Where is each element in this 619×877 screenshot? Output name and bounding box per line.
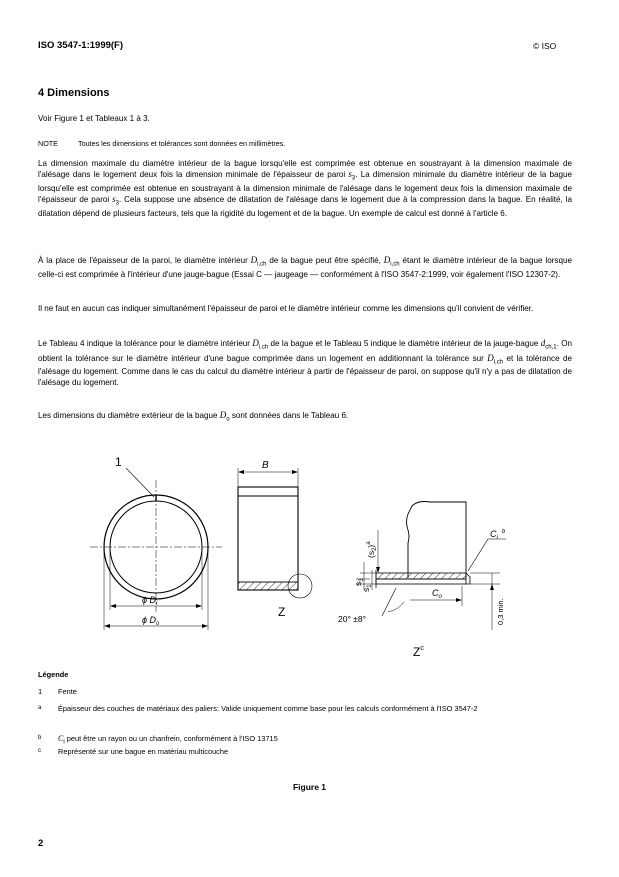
paragraph-4: Le Tableau 4 indique la tolérance pour le diamètre intérieur $D_{i,ch}$ de la bague et le Tableau 5 indique le diamètre intérieur de la jauge-bague $d_{ch,1}$. On obtient la tolérance sur le diamètre intérieur d'une bague comprimée dans un logement en additionnant la tolérance sur $D_{i,ch}$ et la tolérance de l'alésage du logement. Comme dans le cas du calcul du diamètre intérieur à partir de l'épaisseur de paroi, on suppose qu'il n'y a pas de dilatation de l'alésage du logement. — [38, 338, 573, 387]
legend-item: 1 Fente — [38, 687, 77, 696]
label-angle: 20° ±8° — [338, 614, 367, 624]
paragraph-1: La dimension maximale du diamètre intérieur de la bague lorsqu'elle est comprimée est obtenue en soustrayant à la dimension maximale de l'alésage dans le logement deux fois la dimension minimale de l'épaisseur de paroi $s_3$. La dimension minimale du diamètre intérieur de la bague lorsqu'elle est comprimée est obtenue en soustrayant à la dimension minimale de l'alésage dans le logement deux fois la dimension maximale de l'épaisseur de paroi $s_3$. Cela suppose une absence de dilatation de l'alésage dans le logement due à la compression dans la bague. En réalité, la dilatation dépend de plusieurs facteurs, tels que la rigidité du logement et de la bague. Un exemple de calcul est donné à l'article 6. — [38, 159, 572, 218]
intro-paragraph: Voir Figure 1 et Tableaux 1 à 3. — [38, 114, 150, 123]
label-s1: $s_1$ — [361, 584, 373, 592]
label-s3: $s_3$ — [353, 578, 365, 586]
legend-title: Légende — [38, 670, 69, 679]
label-b: B — [262, 460, 269, 471]
label-phi-di: ϕ $D_i$ — [142, 595, 158, 607]
label-0-3-min: 0,3 min. — [496, 598, 505, 625]
label-1: 1 — [115, 455, 122, 469]
note — [38, 139, 285, 148]
detail-z — [356, 502, 506, 631]
legend-item: c Représenté sur une bague en matériau multicouche — [38, 747, 229, 756]
figure-1-drawing — [0, 440, 619, 665]
legend-item: b $C_i$ peut être un rayon ou un chanfrein, conformément à l'ISO 13715 — [38, 734, 278, 746]
label-ci: $C_i^b$ — [490, 529, 506, 541]
label-z-c: $Z^c$ — [413, 645, 424, 659]
label-phi-do: ϕ $D_o$ — [142, 615, 160, 627]
legend-item: a Épaisseur des couches de matériaux des paliers: Valide uniquement comme base pour les calculs conformément à l'ISO 3547-2 — [38, 704, 478, 713]
paragraph-2: À la place de l'épaisseur de la paroi, le diamètre intérieur $D_{i,ch}$ de la bague peut être spécifié, $D_{i,ch}$ étant le diamètre intérieur de la bague lorsque celle-ci est comprimée à l'intérieur d'une jauge-bague (Essai C — jaugeage — conformément à l'ISO 3547-2:1999, voir également l'ISO 12307-2). — [38, 255, 572, 279]
label-co: $C_o$ — [432, 588, 442, 600]
label-s2: $(s_2)^a$ — [366, 541, 378, 558]
figure-caption: Figure 1 — [292, 782, 327, 792]
ring-side-view — [238, 468, 312, 598]
label-z: Z — [278, 605, 286, 619]
paragraph-5: Les dimensions du diamètre extérieur de la bague $D_o$ sont données dans le Tableau 6. — [38, 410, 349, 423]
document-id: ISO 3547-1:1999(F) — [38, 40, 124, 51]
section-title: 4 Dimensions — [38, 87, 110, 99]
copyright: © ISO — [533, 41, 557, 51]
note-text: Toutes les dimensions et tolérances sont données en millimètres. — [78, 139, 286, 148]
page-number: 2 — [38, 838, 44, 849]
paragraph-3: Il ne faut en aucun cas indiquer simultanément l'épaisseur de paroi et le diamètre intérieur comme les dimensions qu'il convient de vérifier. — [38, 304, 534, 313]
note-label: NOTE — [38, 139, 58, 148]
